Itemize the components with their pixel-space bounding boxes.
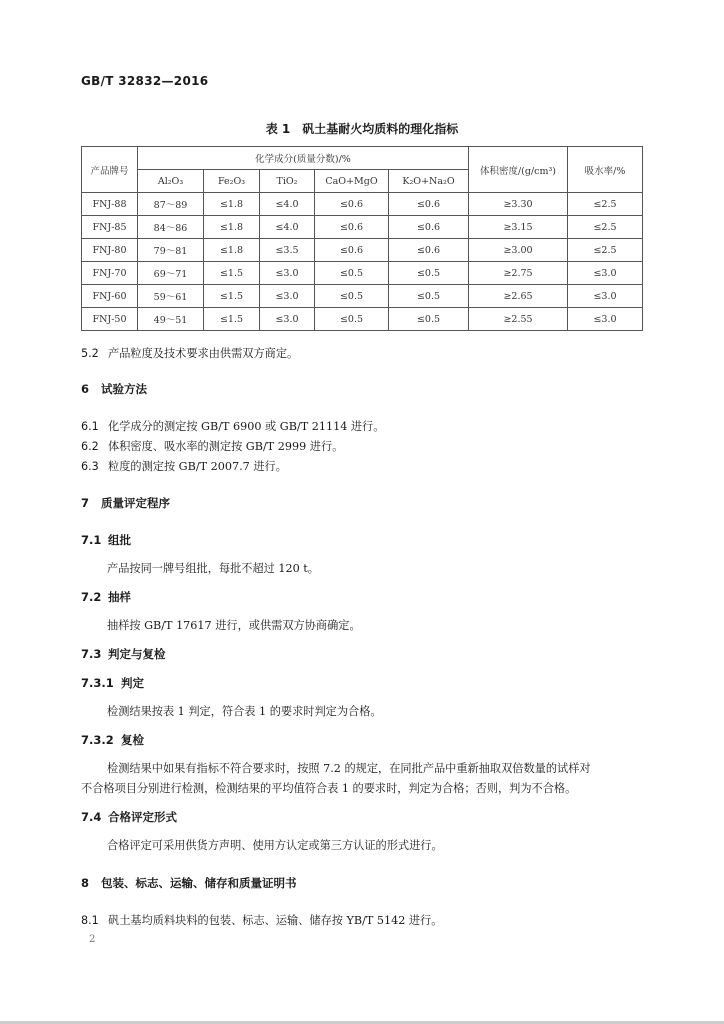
table-cell: ≤0.5: [315, 262, 389, 285]
header-cao-mgo: CaO+MgO: [315, 170, 389, 193]
clause-text: 化学成分的测定按 GB/T 6900 或 GB/T 21114 进行。: [108, 420, 385, 433]
section-number: 6: [81, 382, 90, 396]
section-title: 判定与复检: [108, 647, 166, 661]
section-7-3-1-heading: [81, 675, 144, 691]
para-7-1: 产品按同一牌号组批，每批不超过 120 t。: [107, 562, 319, 575]
page-number: 2: [89, 934, 96, 945]
section-number: 8: [81, 876, 90, 890]
table-cell: 59～61: [138, 285, 204, 308]
section-number: 7: [81, 496, 90, 510]
table-cell: ≤1.8: [204, 239, 260, 262]
section-number: 7.4: [81, 810, 102, 824]
para-7-3-1: 检测结果按表 1 判定，符合表 1 的要求时判定为合格。: [107, 705, 382, 718]
table-cell: FNJ-80: [82, 239, 138, 262]
section-title: 抽样: [108, 590, 131, 604]
section-number: 7.1: [81, 533, 102, 547]
table-cell: ≤1.5: [204, 308, 260, 331]
para-8-1: [81, 912, 442, 928]
table-cell: ≤0.6: [315, 193, 389, 216]
clause-number: 6.3: [81, 460, 99, 473]
table-cell: ≥3.30: [469, 193, 568, 216]
table-cell: ≥2.75: [469, 262, 568, 285]
table-cell: ≤1.5: [204, 285, 260, 308]
section-7-3-heading: [81, 646, 166, 662]
section-6-heading: [81, 381, 147, 397]
table-cell: ≤4.0: [260, 193, 315, 216]
table-cell: ≥3.15: [469, 216, 568, 239]
para-6-3: [81, 458, 287, 474]
header-al2o3: Al₂O₃: [138, 170, 204, 193]
table-cell: ≤3.0: [260, 308, 315, 331]
section-number: 7.3: [81, 647, 102, 661]
clause-text: 产品粒度及技术要求由供需双方商定。: [108, 347, 299, 360]
section-title: 质量评定程序: [101, 496, 170, 510]
table-cell: ≥2.55: [469, 308, 568, 331]
section-7-2-heading: [81, 589, 131, 605]
header-chem-group: 化学成分(质量分数)/%: [138, 147, 469, 170]
table-cell: ≥2.65: [469, 285, 568, 308]
table-cell: 69～71: [138, 262, 204, 285]
properties-table: [81, 146, 643, 331]
table-cell: ≤3.0: [260, 285, 315, 308]
table-cell: ≤3.5: [260, 239, 315, 262]
clause-number: 8.1: [81, 914, 99, 927]
header-k2o-na2o: K₂O+Na₂O: [389, 170, 469, 193]
section-7-heading: [81, 495, 170, 511]
clause-number: 6.2: [81, 440, 99, 453]
table-cell: ≤1.5: [204, 262, 260, 285]
table-row: [82, 216, 643, 239]
table-cell: FNJ-70: [82, 262, 138, 285]
table-cell: ≤2.5: [568, 239, 643, 262]
table-row: [82, 308, 643, 331]
section-title: 包装、标志、运输、储存和质量证明书: [101, 876, 297, 890]
table-cell: ≤3.0: [260, 262, 315, 285]
para-7-2: 抽样按 GB/T 17617 进行，或供需双方协商确定。: [107, 619, 361, 632]
standard-number: GB/T 32832—2016: [81, 74, 209, 88]
table-header-row: [82, 147, 643, 170]
header-absorption: 吸水率/%: [568, 147, 643, 193]
table-cell: FNJ-50: [82, 308, 138, 331]
table-cell: 49～51: [138, 308, 204, 331]
table-cell: ≥3.00: [469, 239, 568, 262]
table-cell: 87～89: [138, 193, 204, 216]
section-number: 7.2: [81, 590, 102, 604]
table-cell: 84～86: [138, 216, 204, 239]
header-tio2: TiO₂: [260, 170, 315, 193]
table-cell: ≤0.6: [389, 193, 469, 216]
para-7-3-2-line2: 不合格项目分别进行检测，检测结果的平均值符合表 1 的要求时，判定为合格；否则，判为不合格。: [81, 782, 577, 795]
section-7-4-heading: [81, 809, 177, 825]
header-density: 体积密度/(g/cm³): [469, 147, 568, 193]
table-cell: ≤1.8: [204, 216, 260, 239]
table-cell: 79～81: [138, 239, 204, 262]
table-cell: ≤0.5: [389, 308, 469, 331]
table-cell: FNJ-60: [82, 285, 138, 308]
table-cell: ≤0.5: [389, 285, 469, 308]
section-title: 复检: [121, 733, 144, 747]
clause-number: 6.1: [81, 420, 99, 433]
table-title: 表 1 矾土基耐火均质料的理化指标: [265, 122, 459, 136]
table-row: [82, 262, 643, 285]
section-title: 试验方法: [101, 382, 147, 396]
clause-number: 5.2: [81, 347, 99, 360]
para-7-4: 合格评定可采用供货方声明、使用方认定或第三方认证的形式进行。: [107, 839, 443, 852]
table-row: [82, 193, 643, 216]
header-product: 产品牌号: [82, 147, 138, 193]
table-cell: ≤0.6: [315, 239, 389, 262]
section-title: 组批: [108, 533, 131, 547]
table-cell: ≤3.0: [568, 308, 643, 331]
table-cell: FNJ-85: [82, 216, 138, 239]
header-fe2o3: Fe₂O₃: [204, 170, 260, 193]
table-row: [82, 285, 643, 308]
para-7-3-2-line1: 检测结果中如果有指标不符合要求时，按照 7.2 的规定，在同批产品中重新抽取双倍数量的试样对: [107, 762, 591, 775]
section-title: 判定: [121, 676, 144, 690]
clause-text: 粒度的测定按 GB/T 2007.7 进行。: [108, 460, 287, 473]
para-6-2: [81, 438, 343, 454]
table-cell: ≤0.6: [389, 216, 469, 239]
table-cell: ≤0.5: [389, 262, 469, 285]
table-cell: ≤2.5: [568, 216, 643, 239]
table-cell: ≤1.8: [204, 193, 260, 216]
table-cell: ≤0.5: [315, 308, 389, 331]
section-number: 7.3.2: [81, 733, 114, 747]
clause-text: 矾土基均质料块料的包装、标志、运输、储存按 YB/T 5142 进行。: [108, 914, 443, 927]
clause-text: 体积密度、吸水率的测定按 GB/T 2999 进行。: [108, 440, 344, 453]
section-7-1-heading: [81, 532, 131, 548]
para-5-2: [81, 345, 298, 361]
table-cell: ≤3.0: [568, 285, 643, 308]
table-cell: FNJ-88: [82, 193, 138, 216]
section-8-heading: [81, 875, 297, 891]
table-cell: ≤0.6: [315, 216, 389, 239]
table-cell: ≤0.5: [315, 285, 389, 308]
section-title: 合格评定形式: [108, 810, 177, 824]
table-cell: ≤3.0: [568, 262, 643, 285]
table-row: [82, 239, 643, 262]
section-7-3-2-heading: [81, 732, 144, 748]
para-6-1: [81, 418, 384, 434]
table-cell: ≤0.6: [389, 239, 469, 262]
table-cell: ≤4.0: [260, 216, 315, 239]
table-cell: ≤2.5: [568, 193, 643, 216]
section-number: 7.3.1: [81, 676, 114, 690]
